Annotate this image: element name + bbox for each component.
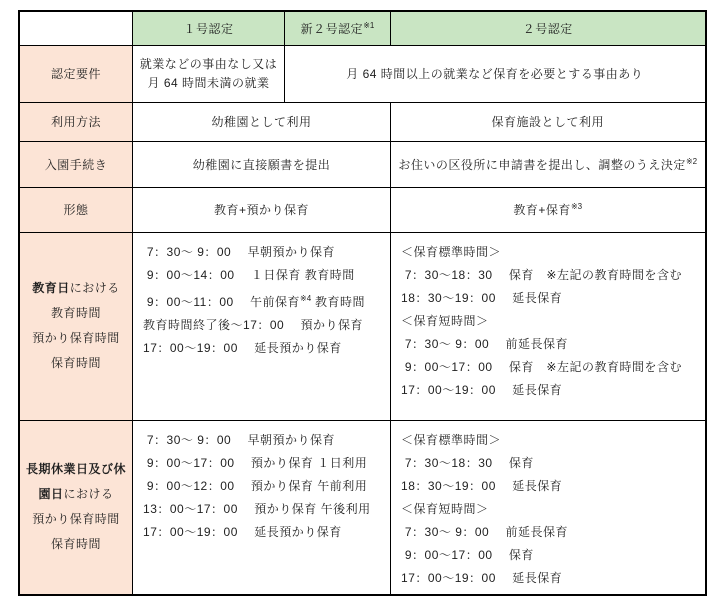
- tetsuzuki-text: お住いの区役所に申請書を提出し、調整のうえ決定: [398, 157, 686, 172]
- text-line: 18：30～19：00 延長保育: [401, 478, 563, 493]
- text-line: 保育時間: [51, 356, 102, 370]
- text-line: 9：00～17：00 預かり保育 １日利用: [143, 455, 368, 470]
- text-line: 9：00～14：00 １日保育 教育時間: [143, 267, 355, 282]
- text-segment: 教育時間: [311, 294, 366, 309]
- text-line: 17：00～19：00 延長保育: [401, 570, 563, 585]
- cell-keitai-no1: 教育+預かり保育: [133, 187, 391, 232]
- text-line: 17：00～19：00 延長預かり保育: [143, 524, 342, 539]
- text-segment: 長期休業日及び休: [26, 462, 127, 476]
- certification-comparison-table: [18, 10, 707, 596]
- text-line: 就業などの事由なし又は: [139, 56, 278, 71]
- text-line: 7：30～18：30 保育 ※左記の教育時間を含む: [401, 267, 682, 282]
- keitai-text: 教育+保育: [513, 203, 571, 217]
- header-cell-blank: [19, 11, 133, 45]
- header-cell-no2: ２号認定: [391, 11, 706, 45]
- header-new-no2-text: 新２号認定: [300, 21, 364, 36]
- text-line: 預かり保育時間: [32, 331, 120, 345]
- text-segment: における: [63, 487, 114, 501]
- label-cell-keitai: 形態: [19, 187, 133, 232]
- text-line: 7：30～ 9：00 早朝預かり保育: [143, 244, 336, 259]
- text-line: [26, 457, 126, 482]
- header-cell-new-no2: [285, 11, 391, 45]
- label-cell-chouki-kyuugyou: [19, 420, 133, 595]
- row-kyouikubi: [19, 232, 706, 420]
- text-line: 9：00～17：00 保育: [401, 547, 534, 562]
- cell-riyou-youchien: 幼稚園として利用: [133, 102, 391, 141]
- text-line: ＜保育短時間＞: [401, 313, 489, 328]
- label-cell-kyouikubi: [19, 232, 133, 420]
- cell-nintei-no1: [133, 45, 285, 102]
- text-segment: 9：00～11：00 午前保育: [143, 294, 301, 309]
- cell-tetsuzuki-youchien: 幼稚園に直接願書を提出: [133, 141, 391, 187]
- text-line: [26, 482, 126, 507]
- cell-keitai-no2: [391, 187, 706, 232]
- text-segment: 園日: [38, 487, 64, 501]
- text-line: 教育時間: [51, 306, 102, 320]
- text-line: 9：00～17：00 保育 ※左記の教育時間を含む: [401, 359, 682, 374]
- text-line: 17：00～19：00 延長預かり保育: [143, 340, 342, 355]
- row-riyou-houhou: [19, 102, 706, 141]
- text-segment: 教育日: [32, 281, 70, 295]
- text-line: 17：00～19：00 延長保育: [401, 382, 563, 397]
- text-line: 教育時間終了後～17：00 預かり保育: [143, 317, 364, 332]
- row-nintei-youken: [19, 45, 706, 102]
- cell-chouki-no2-schedule: [391, 420, 706, 595]
- cell-tetsuzuki-kuyakusho: [391, 141, 706, 187]
- text-line: 18：30～19：00 延長保育: [401, 290, 563, 305]
- text-line: 13：00～17：00 預かり保育 午後利用: [143, 501, 371, 516]
- label-cell-nintei-youken: 認定要件: [19, 45, 133, 102]
- text-line: 保育時間: [51, 537, 102, 551]
- text-line: [143, 287, 382, 314]
- label-cell-riyou-houhou: 利用方法: [19, 102, 133, 141]
- text-line: [26, 276, 126, 301]
- cell-nintei-no2: 月 64 時間以上の就業など保育を必要とする事由あり: [285, 45, 706, 102]
- text-line: ＜保育短時間＞: [401, 501, 489, 516]
- footnote-ref-3: ※3: [570, 202, 583, 211]
- cell-riyou-hoiku: 保育施設として利用: [391, 102, 706, 141]
- row-nyuen-tetsuzuki: [19, 141, 706, 187]
- text-line: 7：30～ 9：00 前延長保育: [401, 524, 569, 539]
- label-cell-nyuen-tetsuzuki: 入園手続き: [19, 141, 133, 187]
- row-keitai: [19, 187, 706, 232]
- text-line: 7：30～18：30 保育: [401, 455, 534, 470]
- text-line: ＜保育標準時間＞: [401, 244, 502, 259]
- cell-kyouikubi-no2-schedule: [391, 232, 706, 420]
- header-cell-no1: １号認定: [133, 11, 285, 45]
- cell-chouki-no1-schedule: [133, 420, 391, 595]
- header-row: [19, 11, 706, 45]
- text-line: 7：30～ 9：00 早朝預かり保育: [143, 432, 336, 447]
- row-chouki-kyuugyou: [19, 420, 706, 595]
- text-line: 7：30～ 9：00 前延長保育: [401, 336, 569, 351]
- footnote-ref: ※4: [300, 293, 312, 303]
- text-line: ＜保育標準時間＞: [401, 432, 502, 447]
- text-line: 月 64 時間未満の就業: [147, 75, 270, 90]
- cell-kyouikubi-no1-schedule: [133, 232, 391, 420]
- footnote-ref-1: ※1: [363, 20, 375, 30]
- text-segment: における: [69, 281, 120, 295]
- text-line: 9：00～12：00 預かり保育 午前利用: [143, 478, 368, 493]
- footnote-ref-2: ※2: [685, 156, 698, 166]
- text-line: 預かり保育時間: [32, 512, 120, 526]
